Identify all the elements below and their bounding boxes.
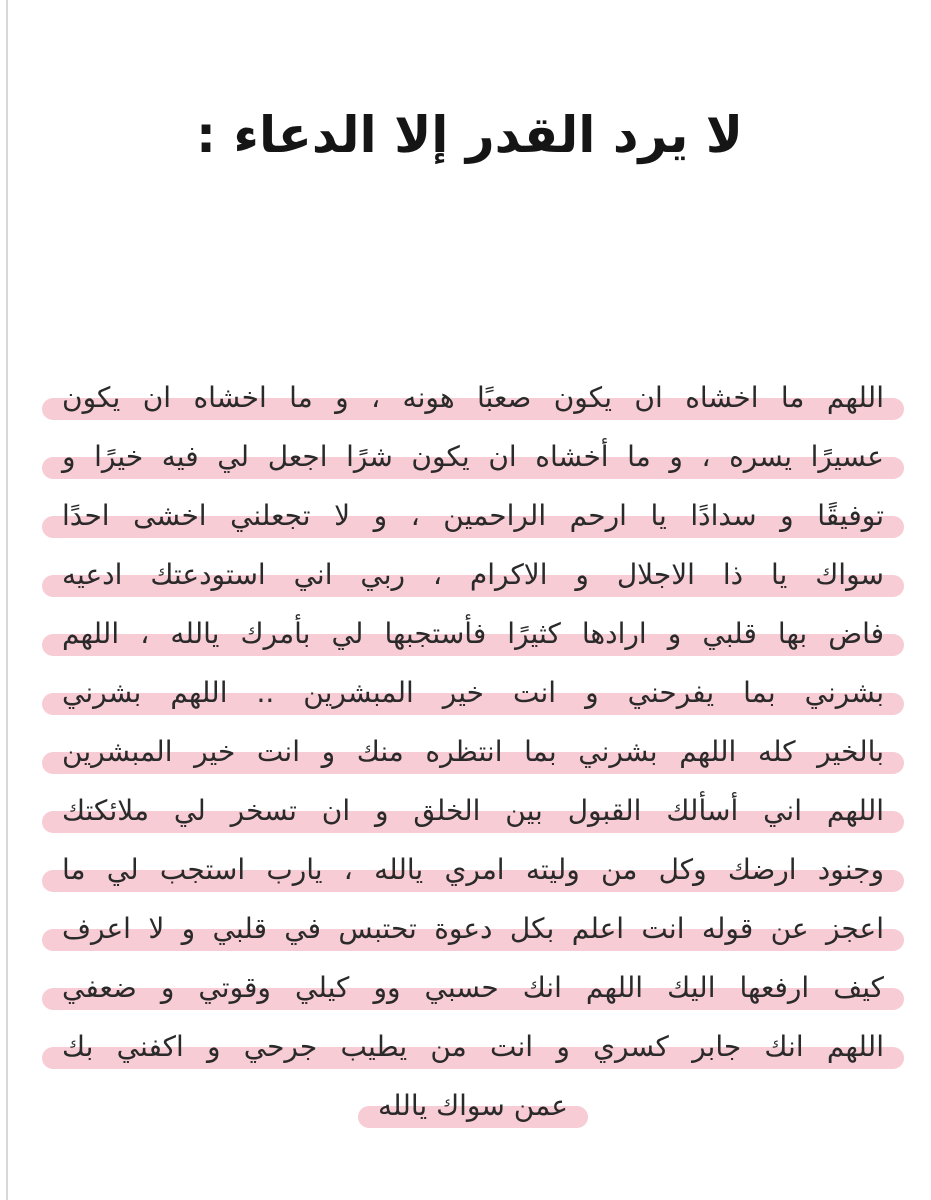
text-line-content: توفيقًا و سدادًا يا ارحم الراحمين ، و لا تجعلني اخشى احدًا	[48, 496, 898, 536]
text-line	[48, 427, 898, 486]
text-line	[48, 958, 898, 1017]
text-line	[48, 781, 898, 840]
text-line-content: سواك يا ذا الاجلال و الاكرام ، ربي اني استودعتك ادعيه	[48, 555, 898, 595]
prayer-text	[48, 368, 898, 1135]
text-line-content: عسيرًا يسره ، و ما أخشاه ان يكون شرًا اجعل لي فيه خيرًا و	[48, 437, 898, 477]
text-line-content: وجنود ارضك وكل من وليته امري يالله ، يارب استجب لي ما	[48, 850, 898, 890]
text-line	[48, 840, 898, 899]
text-line	[48, 545, 898, 604]
text-line-content: بشرني بما يفرحني و انت خير المبشرين .. اللهم بشرني	[48, 673, 898, 713]
text-line-content: عمن سواك يالله	[364, 1086, 582, 1126]
text-line-content: اللهم ما اخشاه ان يكون صعبًا هونه ، و ما اخشاه ان يكون	[48, 378, 898, 418]
text-line-content: فاض بها قلبي و ارادها كثيرًا فأستجبها لي بأمرك يالله ، اللهم	[48, 614, 898, 654]
text-line-content: كيف ارفعها اليك اللهم انك حسبي وو كيلي وقوتي و ضعفي	[48, 968, 898, 1008]
page-frame	[6, 0, 931, 1200]
text-line	[48, 1017, 898, 1076]
text-line-content: بالخير كله اللهم بشرني بما انتظره منك و انت خير المبشرين	[48, 732, 898, 772]
text-line	[48, 722, 898, 781]
text-line	[48, 368, 898, 427]
page-title: لا يرد القدر إلا الدعاء :	[195, 106, 744, 164]
text-line	[48, 899, 898, 958]
text-line	[48, 663, 898, 722]
text-line	[48, 486, 898, 545]
text-line-content: اللهم اني أسألك القبول بين الخلق و ان تسخر لي ملائكتك	[48, 791, 898, 831]
text-line-content: اعجز عن قوله انت اعلم بكل دعوة تحتبس في قلبي و لا اعرف	[48, 909, 898, 949]
text-line	[48, 1076, 898, 1135]
text-line-content: اللهم انك جابر كسري و انت من يطيب جرحي و اكفني بك	[48, 1027, 898, 1067]
text-line	[48, 604, 898, 663]
